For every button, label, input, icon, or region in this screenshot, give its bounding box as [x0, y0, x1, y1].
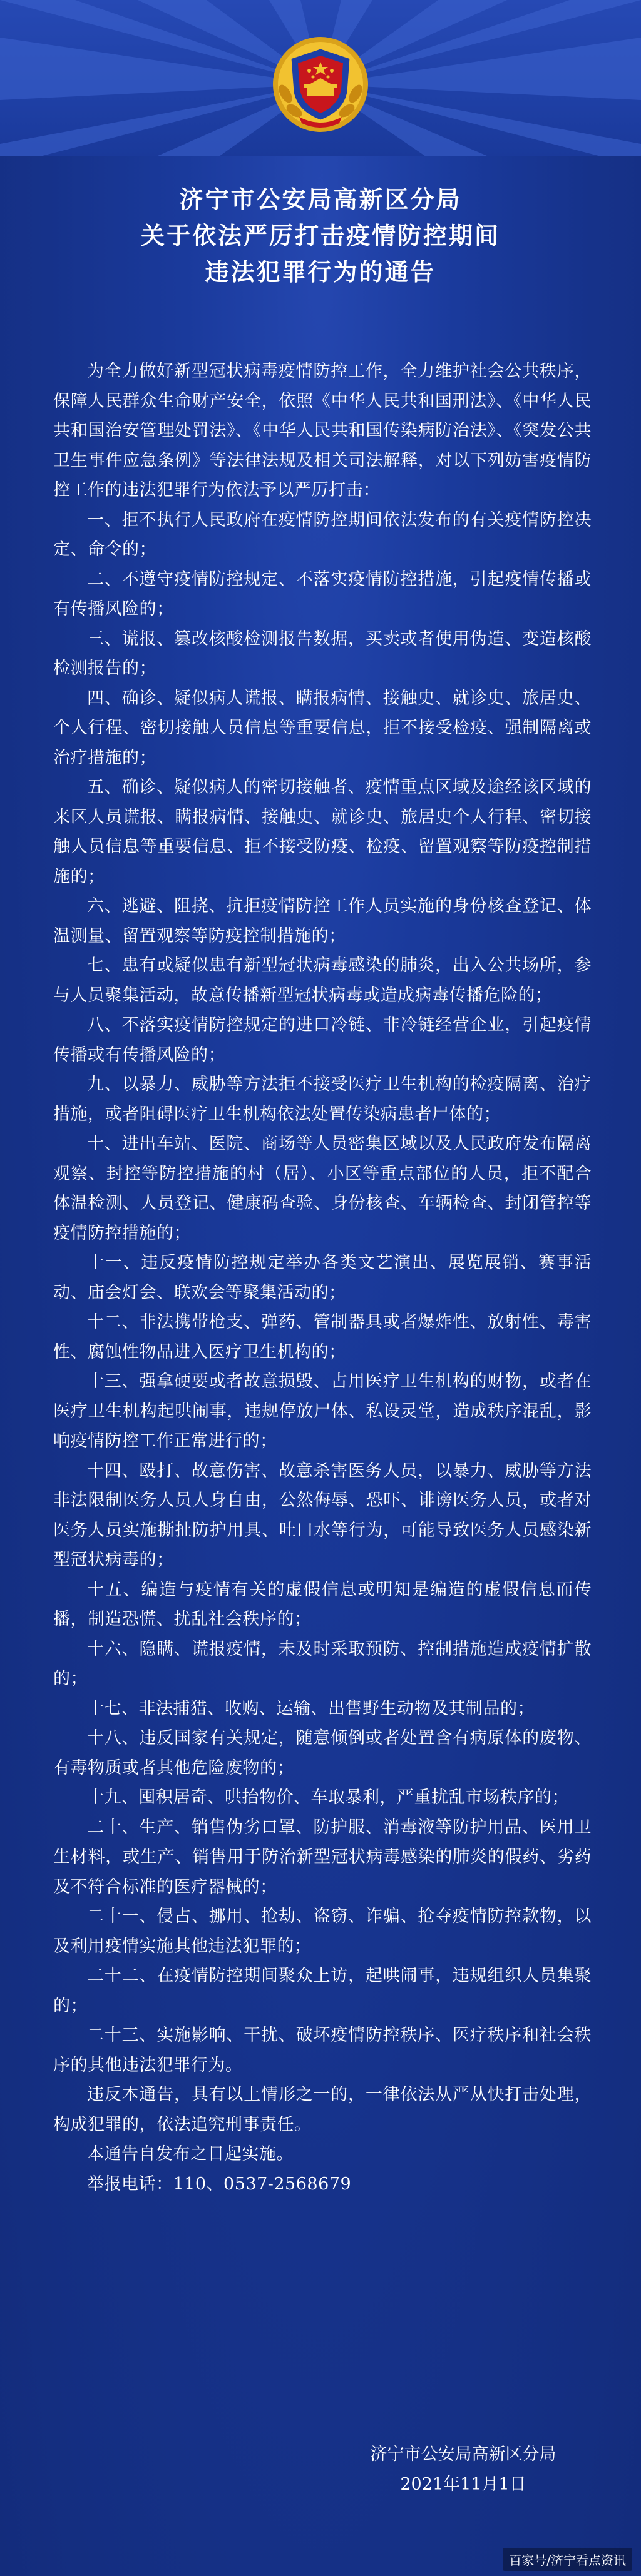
- paragraph-item-16: 十六、隐瞒、谎报疫情，未及时采取预防、控制措施造成疫情扩散的；: [53, 1639, 592, 1688]
- police-emblem-icon: [270, 34, 371, 134]
- paragraph-item-10: 十、进出车站、医院、商场等人员密集区域以及人民政府发布隔离观察、封控等防控措施的村（居）、小区等重点部位的人员，拒不配合体温检测、人员登记、健康码查验、身份核查、车辆检查、封闭管控等疫情防控措施的；: [53, 1134, 592, 1243]
- paragraph-item-19: 十九、囤积居奇、哄抬物价、车取暴利，严重扰乱市场秩序的；: [87, 1788, 569, 1807]
- title-line-1: 济宁市公安局高新区分局: [179, 186, 462, 213]
- paragraph-item-7: 七、患有或疑似患有新型冠状病毒感染的肺炎，出入公共场所，参与人员聚集活动，故意传播新型冠状病毒或造成病毒传播危险的；: [53, 956, 592, 1005]
- paragraph-hotline: 举报电话：110、0537-2568679: [87, 2174, 352, 2194]
- paragraph-item-12: 十二、非法携带枪支、弹药、管制器具或者爆炸性、放射性、毒害性、腐蚀性物品进入医疗卫生机构的；: [53, 1312, 592, 1362]
- paragraph-item-20: 二十、生产、销售伪劣口罩、防护服、消毒液等防护用品、医用卫生材料，或生产、销售用于防治新型冠状病毒感染的肺炎的假药、劣药及不符合标准的医疗器械的；: [53, 1817, 592, 1897]
- signature-date: 2021年11月1日: [400, 2475, 526, 2494]
- paragraph-penalty: 违反本通告，具有以上情形之一的，一律依法从严从快打击处理，构成犯罪的，依法追究刑事责任。: [53, 2085, 592, 2134]
- paragraph-item-5: 五、确诊、疑似病人的密切接触者、疫情重点区域及途经该区域的来区人员谎报、瞒报病情、接触史、就诊史、旅居史个人行程、密切接触人员信息等重要信息、拒不接受防疫、检疫、留置观察等防疫控制措施的；: [53, 778, 592, 886]
- paragraph-effective: 本通告自发布之日起实施。: [87, 2144, 294, 2164]
- notice-title: [0, 181, 641, 290]
- paragraph-item-11: 十一、违反疫情防控规定举办各类文艺演出、展览展销、赛事活动、庙会灯会、联欢会等聚集活动的；: [53, 1253, 592, 1302]
- paragraph-item-21: 二十一、侵占、挪用、抢劫、盗窃、诈骗、抢夺疫情防控款物，以及利用疫情实施其他违法犯罪的；: [53, 1907, 592, 1956]
- title-line-3: 违法犯罪行为的通告: [205, 258, 436, 286]
- signature-org: 济宁市公安局高新区分局: [370, 2445, 556, 2464]
- signature-block: [351, 2440, 576, 2500]
- paragraph-intro: 为全力做好新型冠状病毒疫情防控工作，全力维护社会公共秩序，保障人民群众生命财产安全，依照《中华人民共和国刑法》、《中华人民共和国治安管理处罚法》、《中华人民共和国传染病防治法》、《突发公共卫生事件应急条例》等法律法规及相关司法解释，对以下列妨害疫情防控工作的违法犯罪行为依法予以严厉打击：: [53, 362, 592, 500]
- paragraph-item-1: 一、拒不执行人民政府在疫情防控期间依法发布的有关疫情防控决定、命令的；: [53, 510, 592, 559]
- paragraph-item-22: 二十二、在疫情防控期间聚众上访，起哄闹事，违规组织人员集聚的；: [53, 1966, 592, 2016]
- paragraph-item-14: 十四、殴打、故意伤害、故意杀害医务人员，以暴力、威胁等方法非法限制医务人员人身自由，公然侮辱、恐吓、诽谤医务人员，或者对医务人员实施撕扯防护用具、吐口水等行为，可能导致医务人员感染新型冠状病毒的；: [53, 1461, 592, 1569]
- paragraph-item-13: 十三、强拿硬要或者故意损毁、占用医疗卫生机构的财物，或者在医疗卫生机构起哄闹事，违规停放尸体、私设灵堂，造成秩序混乱，影响疫情防控工作正常进行的；: [53, 1372, 592, 1451]
- notice-body: [53, 357, 592, 2199]
- paragraph-item-23: 二十三、实施影响、干扰、破坏疫情防控秩序、医疗秩序和社会秩序的其他违法犯罪行为。: [53, 2026, 592, 2075]
- source-watermark: 百家号/济宁看点资讯: [503, 2548, 632, 2571]
- paragraph-item-9: 九、以暴力、威胁等方法拒不接受医疗卫生机构的检疫隔离、治疗措施，或者阻碍医疗卫生机构依法处置传染病患者尸体的；: [53, 1075, 592, 1124]
- paragraph-item-8: 八、不落实疫情防控规定的进口冷链、非冷链经营企业，引起疫情传播或有传播风险的；: [53, 1015, 592, 1065]
- paragraph-item-18: 十八、违反国家有关规定，随意倾倒或者处置含有病原体的废物、有毒物质或者其他危险废物的；: [53, 1728, 592, 1778]
- paragraph-item-6: 六、逃避、阻挠、抗拒疫情防控工作人员实施的身份核查登记、体温测量、留置观察等防疫控制措施的；: [53, 896, 592, 946]
- paragraph-item-3: 三、谎报、篡改核酸检测报告数据，买卖或者使用伪造、变造核酸检测报告的；: [53, 629, 592, 678]
- paragraph-item-17: 十七、非法捕猎、收购、运输、出售野生动物及其制品的；: [87, 1698, 535, 1718]
- paragraph-item-2: 二、不遵守疫情防控规定、不落实疫情防控措施，引起疫情传播或有传播风险的；: [53, 569, 592, 619]
- paragraph-item-15: 十五、编造与疫情有关的虚假信息或明知是编造的虚假信息而传播，制造恐慌、扰乱社会秩序的；: [53, 1580, 592, 1629]
- title-line-2: 关于依法严厉打击疫情防控期间: [140, 222, 500, 250]
- header-band: [0, 0, 641, 156]
- paragraph-item-4: 四、确诊、疑似病人谎报、瞒报病情、接触史、就诊史、旅居史、个人行程、密切接触人员信息等重要信息，拒不接受检疫、强制隔离或治疗措施的；: [53, 688, 592, 768]
